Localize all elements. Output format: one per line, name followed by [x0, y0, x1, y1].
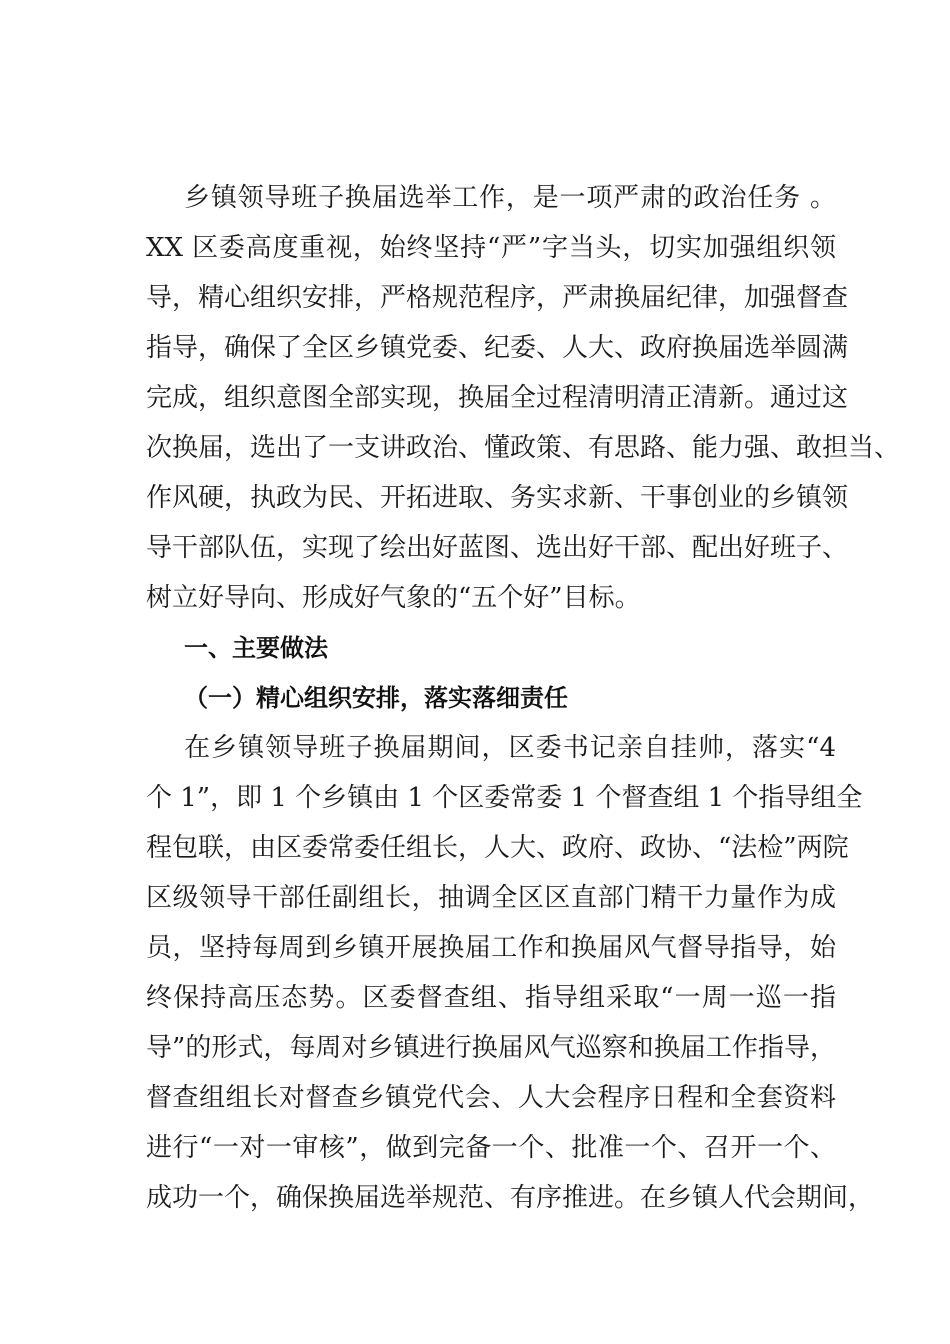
paragraph-line: 乡镇领导班子换届选举工作，是一项严肃的政治任务 。 [184, 183, 836, 213]
paragraph-line: 成功一个，确保换届选举规范、有序推进。在乡镇人代会期间， [146, 1183, 875, 1213]
paragraph-line: 在乡镇领导班子换届期间，区委书记亲自挂帅，落实“4 [184, 733, 836, 763]
section-heading: 一、主要做法 [184, 634, 328, 662]
paragraph-line: 个 1”，即 1 个乡镇由 1 个区委常委 1 个督查组 1 个指导组全 [146, 783, 863, 813]
paragraph-line: 完成，组织意图全部实现，换届全过程清明清正清新。通过这 [146, 383, 849, 413]
paragraph-line: 员，坚持每周到乡镇开展换届工作和换届风气督导指导，始 [146, 933, 836, 963]
paragraph-line: 督查组组长对督查乡镇党代会、人大会程序日程和全套资料 [146, 1083, 836, 1113]
paragraph-line: 区级领导干部任副组长，抽调全区区直部门精干力量作为成 [146, 883, 836, 913]
paragraph-line: 树立好导向、形成好气象的“五个好”目标。 [146, 583, 641, 613]
paragraph-line: 作风硬，执政为民、开拓进取、务实求新、干事创业的乡镇领 [146, 483, 849, 513]
paragraph-line: 导干部队伍，实现了绘出好蓝图、选出好干部、配出好班子、 [146, 533, 849, 563]
paragraph-line: 导”的形式，每周对乡镇进行换届风气巡察和换届工作指导， [146, 1033, 836, 1063]
paragraph-line: 指导，确保了全区乡镇党委、纪委、人大、政府换届选举圆满 [146, 333, 849, 363]
paragraph-line: 导，精心组织安排，严格规范程序，严肃换届纪律，加强督查 [146, 283, 849, 313]
subsection-heading: （一）精心组织安排，落实落细责任 [184, 684, 568, 712]
paragraph-line: XX 区委高度重视，始终坚持“严”字当头，切实加强组织领 [146, 233, 836, 263]
paragraph-line: 次换届，选出了一支讲政治、懂政策、有思路、能力强、敢担当、 [146, 433, 901, 463]
paragraph-line: 终保持高压态势。区委督查组、指导组采取“一周一巡一指 [146, 983, 836, 1013]
paragraph-line: 进行“一对一审核”，做到完备一个、批准一个、召开一个、 [146, 1133, 836, 1163]
paragraph-line: 程包联，由区委常委任组长，人大、政府、政协、“法检”两院 [146, 833, 849, 863]
